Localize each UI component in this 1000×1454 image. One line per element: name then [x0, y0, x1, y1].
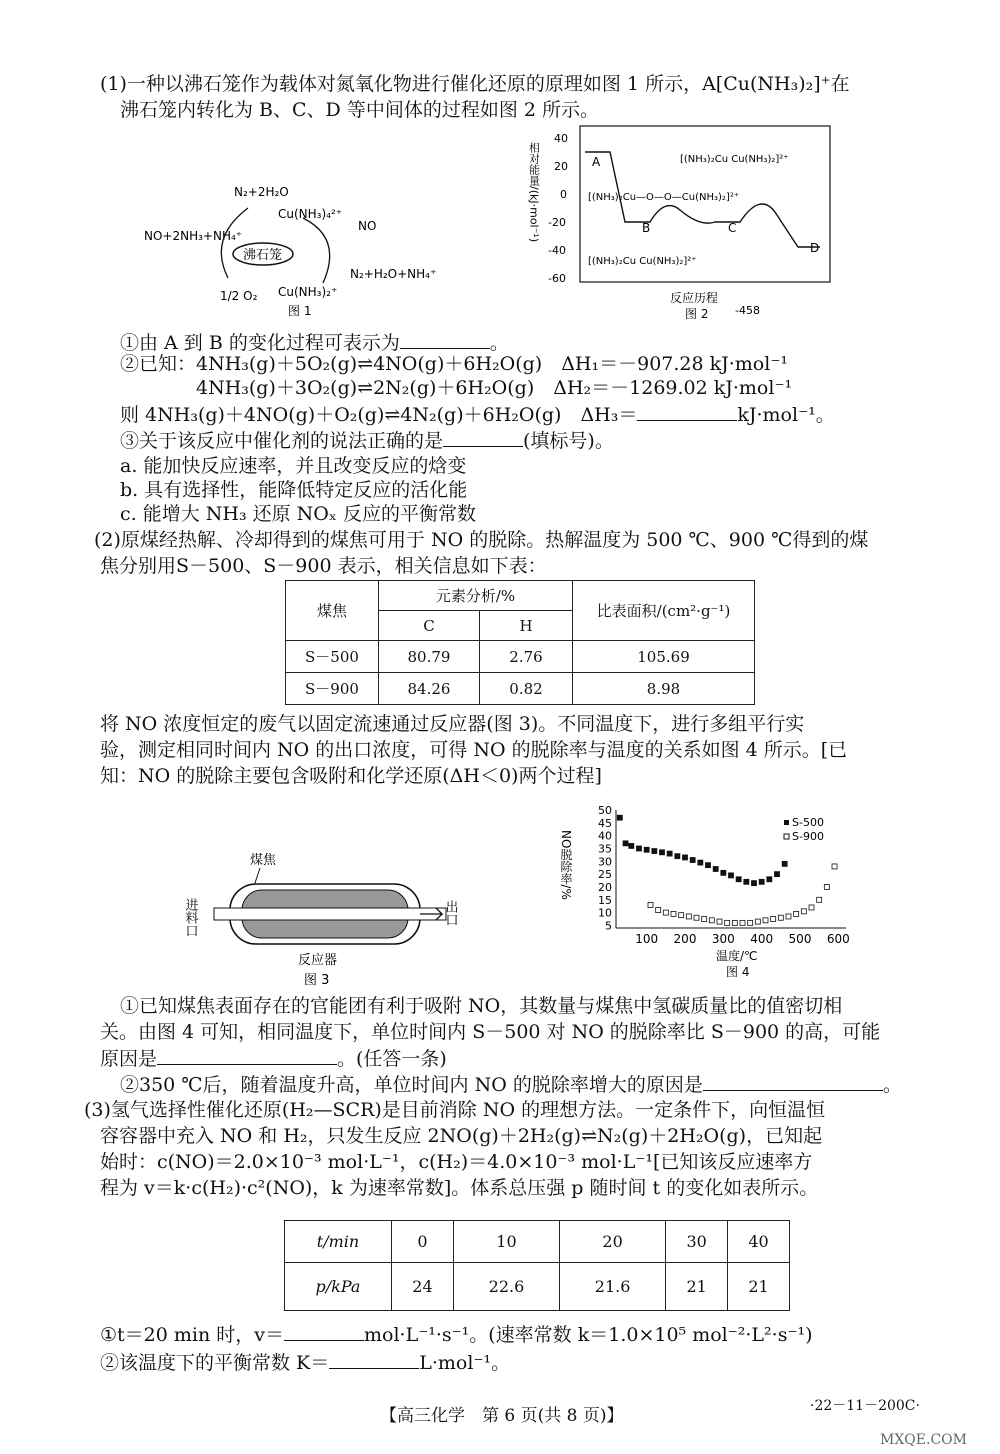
data-point	[679, 913, 684, 918]
p3-q1-text: ①t＝20 min 时，v＝	[100, 1324, 284, 1346]
figure-1	[128, 178, 458, 318]
p2-q1-c: 原因是	[100, 1048, 158, 1070]
p3-line3: 始时：c(NO)＝2.0×10⁻³ mol·L⁻¹，c(H₂)＝4.0×10⁻³ mol·L⁻¹[已知该反应速率方	[100, 1151, 813, 1173]
fig2-ytick: 0	[560, 188, 567, 201]
data-point	[778, 915, 783, 920]
legend-marker-s900	[784, 834, 789, 839]
fig2-label-b: B	[642, 221, 651, 235]
data-point	[748, 920, 753, 925]
table-row	[286, 673, 755, 705]
fig2-ylabel: 相对能量/(kJ·mol⁻¹)	[527, 142, 541, 243]
fig4-ytick-label: 45	[598, 816, 612, 830]
data-point	[729, 873, 734, 878]
fig1-caption: 图 1	[288, 304, 312, 318]
data-point	[617, 815, 622, 820]
table-cell: 21	[728, 1263, 790, 1311]
figure-2	[527, 122, 850, 322]
p1-q3-end: (填标号)。	[523, 430, 614, 452]
fig2-yticks	[548, 132, 568, 285]
data-point	[732, 920, 737, 925]
fig3-reactor-label: 反应器	[298, 953, 338, 968]
data-point	[709, 918, 714, 923]
fig4-xlabel: 温度/℃	[716, 949, 758, 963]
coke-table-head-c: C	[379, 611, 480, 641]
data-point	[637, 846, 642, 851]
p1-q2-line3	[120, 402, 835, 427]
fig3-center-tube	[214, 908, 446, 920]
option-b: b. 具有选择性，能降低特定反应的活化能	[120, 479, 468, 501]
table-cell: 21	[666, 1263, 728, 1311]
data-point	[652, 849, 657, 854]
answer-blank-5[interactable]	[703, 1072, 883, 1091]
p1-q1-text: ①由 A 到 B 的变化过程可表示为	[120, 332, 400, 354]
answer-blank-1[interactable]	[400, 330, 490, 349]
fig2-note: -458	[735, 304, 760, 317]
coke-table-head-area: 比表面积/(cm²·g⁻¹)	[573, 581, 755, 641]
data-point	[763, 918, 768, 923]
data-point	[623, 841, 628, 846]
p2-para-line1: 将 NO 浓度恒定的废气以固定流速通过反应器(图 3)。不同温度下，进行多组平行实	[100, 713, 805, 735]
data-point	[759, 879, 764, 884]
data-point	[824, 884, 829, 889]
fig1-left-label: NO+2NH₃+NH₄⁺	[144, 229, 243, 243]
data-point	[801, 909, 806, 914]
data-point	[667, 851, 672, 856]
fig2-label-c: C	[728, 221, 737, 235]
fig4-series-s900	[648, 864, 837, 925]
fig2-xlabel: 反应历程	[670, 291, 719, 305]
data-point	[648, 902, 653, 907]
fig1-top-label: N₂+2H₂O	[234, 185, 289, 199]
data-point	[656, 908, 661, 913]
fig4-xticks	[635, 932, 850, 946]
p2-intro-line1: (2)原煤经热解、冷却得到的煤焦可用于 NO 的脱除。热解温度为 500 ℃、900 ℃得到的煤	[94, 529, 869, 551]
p3-line4: 程为 v＝k·c(H₂)·c²(NO)，k 为速率常数]。体系总压强 p 随时间 t 的变化如表所示。	[100, 1177, 819, 1199]
table-cell: 0.82	[480, 673, 573, 705]
p1-q2-line1: ②已知：4NH₃(g)＋5O₂(g)⇌4NO(g)＋6H₂O(g) ΔH₁＝－907.28 kJ·mol⁻¹	[120, 353, 788, 375]
page-footer: 【高三化学 第 6 页(共 8 页)】	[380, 1406, 624, 1426]
p2-q1-end: 。(任答一条)	[337, 1048, 447, 1070]
p1-q2-line3-text: 则 4NH₃(g)＋4NO(g)＋O₂(g)⇌4N₂(g)＋6H₂O(g) ΔH₃＝	[120, 404, 638, 426]
fig1-right-label: N₂+H₂O+NH₄⁺	[350, 267, 437, 281]
p2-para-line3: 知：NO 的脱除主要包含吸附和化学还原(ΔH＜0)两个过程]	[100, 765, 602, 787]
fig3-inlet-label: 进料口	[182, 898, 198, 937]
fig2-caption: 图 2	[685, 307, 709, 321]
table-cell: 2.76	[480, 641, 573, 673]
data-point	[744, 879, 749, 884]
p2-para-line2: 验，测定相同时间内 NO 的出口浓度，可得 NO 的脱除率与温度的关系如图 4 所示。[已	[100, 739, 848, 761]
data-point	[690, 858, 695, 863]
data-point	[706, 863, 711, 868]
p2-q1-line1: ①已知煤焦表面存在的官能团有利于吸附 NO，其数量与煤焦中氢碳质量比的值密切相	[120, 995, 843, 1017]
legend-s900: S-900	[792, 830, 824, 843]
p1-intro-line1: (1)一种以沸石笼作为载体对氮氧化物进行催化还原的原理如图 1 所示，A[Cu(NH₃)₂]⁺在	[100, 73, 850, 95]
fig4-ytick-label: 5	[605, 919, 612, 933]
fig2-ytick: 20	[554, 160, 568, 173]
coke-table-head-h: H	[480, 611, 573, 641]
data-point	[686, 914, 691, 919]
fig4-xtick-label: 400	[750, 932, 774, 946]
table-cell: 20	[560, 1221, 666, 1263]
answer-blank-3[interactable]	[443, 428, 523, 447]
fig4-xtick-label: 100	[635, 932, 659, 946]
answer-blank-6[interactable]	[284, 1322, 364, 1341]
p3-q2-text: ②该温度下的平衡常数 K＝	[100, 1352, 330, 1374]
data-point	[629, 843, 634, 848]
p2-q2-end: 。	[882, 1074, 902, 1096]
data-point	[663, 910, 668, 915]
data-point	[675, 854, 680, 859]
data-point	[782, 861, 787, 866]
data-point	[794, 911, 799, 916]
data-point	[660, 850, 665, 855]
table-cell: 80.79	[379, 641, 480, 673]
fig4-series-s500	[617, 815, 787, 885]
fig2-struct-bot: [(NH₃)₂Cu Cu(NH₃)₂]²⁺	[588, 256, 697, 267]
fig2-ytick: -60	[548, 272, 566, 285]
p1-q3-text: ③关于该反应中催化剂的说法正确的是	[120, 430, 444, 452]
p3-line2: 容容器中充入 NO 和 H₂，只发生反应 2NO(g)＋2H₂(g)⇌N₂(g)＋2H₂O(g)，已知起	[100, 1125, 823, 1147]
p2-q1-line3	[100, 1046, 447, 1071]
table-cell: 40	[728, 1221, 790, 1263]
pressure-table	[284, 1220, 790, 1311]
option-c: c. 能增大 NH₃ 还原 NOₓ 反应的平衡常数	[120, 503, 476, 525]
answer-blank-2[interactable]	[637, 402, 737, 421]
fig1-o2: 1/2 O₂	[220, 289, 258, 303]
p3-q1	[100, 1322, 813, 1347]
table-cell: 30	[666, 1221, 728, 1263]
data-point	[786, 914, 791, 919]
fig4-yticks	[598, 804, 612, 932]
table-row	[285, 1221, 790, 1263]
fig2-struct-mid: [(NH₃)₂Cu—O—O—Cu(NH₃)₂]²⁺	[588, 192, 740, 203]
p2-q2	[120, 1072, 902, 1097]
data-point	[721, 870, 726, 875]
fig4-ytick-label: 40	[598, 829, 612, 843]
coke-table	[285, 580, 755, 705]
p1-intro-line2: 沸石笼内转化为 B、C、D 等中间体的过程如图 2 所示。	[120, 99, 599, 121]
watermark: MXQE.COM	[880, 1432, 967, 1448]
fig2-ytick: -40	[548, 244, 566, 257]
table-cell: 8.98	[573, 673, 755, 705]
fig2-struct-top: [(NH₃)₂Cu Cu(NH₃)₂]²⁺	[680, 154, 789, 165]
fig4-ytick-label: 10	[598, 906, 612, 920]
answer-blank-4[interactable]	[157, 1046, 337, 1065]
p2-q2-text: ②350 ℃后，随着温度升高，单位时间内 NO 的脱除率增大的原因是	[120, 1074, 703, 1096]
fig4-xtick-label: 600	[826, 932, 850, 946]
p2-q1-line2: 关。由图 4 可知，相同温度下，单位时间内 S－500 对 NO 的脱除率比 S－900 的高，可能	[100, 1021, 881, 1043]
p2-intro-line2: 焦分别用S－500、S－900 表示，相关信息如下表：	[100, 555, 547, 577]
fig4-xtick-label: 200	[673, 932, 697, 946]
fig4-xtick-label: 500	[788, 932, 812, 946]
fig3-outlet-label: 出口	[442, 900, 458, 926]
data-point	[767, 877, 772, 882]
table-cell: 24	[392, 1263, 454, 1311]
p3-line1: (3)氢气选择性催化还原(H₂—SCR)是目前消除 NO 的理想方法。一定条件下，向恒温恒	[84, 1099, 826, 1121]
fig4-ytick-label: 25	[598, 868, 612, 882]
fig2-label-d: D	[810, 241, 820, 255]
data-point	[698, 860, 703, 865]
fig4-ytick-label: 15	[598, 893, 612, 907]
coke-table-head-coal: 煤焦	[286, 581, 379, 641]
pressure-table-t-head: t/min	[285, 1221, 392, 1263]
table-cell: 10	[453, 1221, 559, 1263]
data-point	[713, 867, 718, 872]
table-cell: 105.69	[573, 641, 755, 673]
data-point	[832, 864, 837, 869]
fig4-ylabel: NO脱除率/%	[559, 830, 573, 900]
data-point	[725, 920, 730, 925]
fig1-cu-bottom: Cu(NH₃)₂⁺	[278, 285, 338, 299]
fig3-caption: 图 3	[304, 973, 330, 988]
data-point	[809, 905, 814, 910]
fig1-cycle-arrow-left	[221, 208, 248, 278]
table-cell: 84.26	[379, 673, 480, 705]
legend-marker-s500	[784, 820, 789, 825]
data-point	[736, 877, 741, 882]
pressure-table-p-head: p/kPa	[285, 1263, 392, 1311]
fig4-ytick-label: 50	[598, 804, 612, 817]
data-point	[671, 911, 676, 916]
table-cell: 22.6	[453, 1263, 559, 1311]
fig1-cu-top: Cu(NH₃)₄²⁺	[278, 207, 343, 221]
figure-4-chart	[556, 800, 856, 980]
p3-q1-end: mol·L⁻¹·s⁻¹。(速率常数 k＝1.0×10⁵ mol⁻²·L²·s⁻¹)	[364, 1324, 813, 1346]
data-point	[817, 897, 822, 902]
fig4-ytick-label: 35	[598, 842, 612, 856]
data-point	[683, 855, 688, 860]
data-point	[702, 917, 707, 922]
data-point	[644, 847, 649, 852]
fig1-center: 沸石笼	[243, 248, 283, 263]
data-point	[755, 919, 760, 924]
figure-3	[180, 848, 490, 988]
data-point	[775, 872, 780, 877]
fig1-no: NO	[358, 219, 377, 233]
fig2-ytick: -20	[548, 216, 566, 229]
data-point	[740, 920, 745, 925]
p3-q2-end: L·mol⁻¹。	[419, 1352, 511, 1374]
data-point	[717, 919, 722, 924]
fig4-ytick-label: 30	[598, 855, 612, 869]
legend-s500: S-500	[792, 816, 824, 829]
table-row	[285, 1263, 790, 1311]
table-cell: S－900	[286, 673, 379, 705]
table-row	[286, 641, 755, 673]
p1-q3	[120, 428, 614, 453]
fig4-caption: 图 4	[726, 965, 750, 979]
fig4-xtick-label: 300	[711, 932, 735, 946]
p1-q2-unit: kJ·mol⁻¹。	[737, 404, 835, 426]
data-point	[771, 917, 776, 922]
table-cell: S－500	[286, 641, 379, 673]
fig4-ytick-label: 20	[598, 880, 612, 894]
answer-blank-7[interactable]	[329, 1350, 419, 1369]
fig2-ytick: 40	[554, 132, 568, 145]
fig1-cycle-arrow-right	[303, 218, 330, 283]
option-a: a. 能加快反应速率，并且改变反应的焓变	[120, 455, 467, 477]
table-cell: 0	[392, 1221, 454, 1263]
fig3-coke-label: 煤焦	[250, 853, 277, 868]
coke-table-head-elem: 元素分析/%	[379, 581, 573, 611]
table-cell: 21.6	[560, 1263, 666, 1311]
p1-q2-line2: 4NH₃(g)＋3O₂(g)⇌2N₂(g)＋6H₂O(g) ΔH₂＝－1269.02 kJ·mol⁻¹	[196, 377, 793, 399]
data-point	[694, 915, 699, 920]
fig2-label-a: A	[592, 155, 601, 169]
exam-code: ·22－11－200C·	[810, 1398, 920, 1414]
data-point	[752, 881, 757, 886]
p1-q1-end: 。	[489, 332, 509, 354]
p3-q2	[100, 1350, 510, 1375]
